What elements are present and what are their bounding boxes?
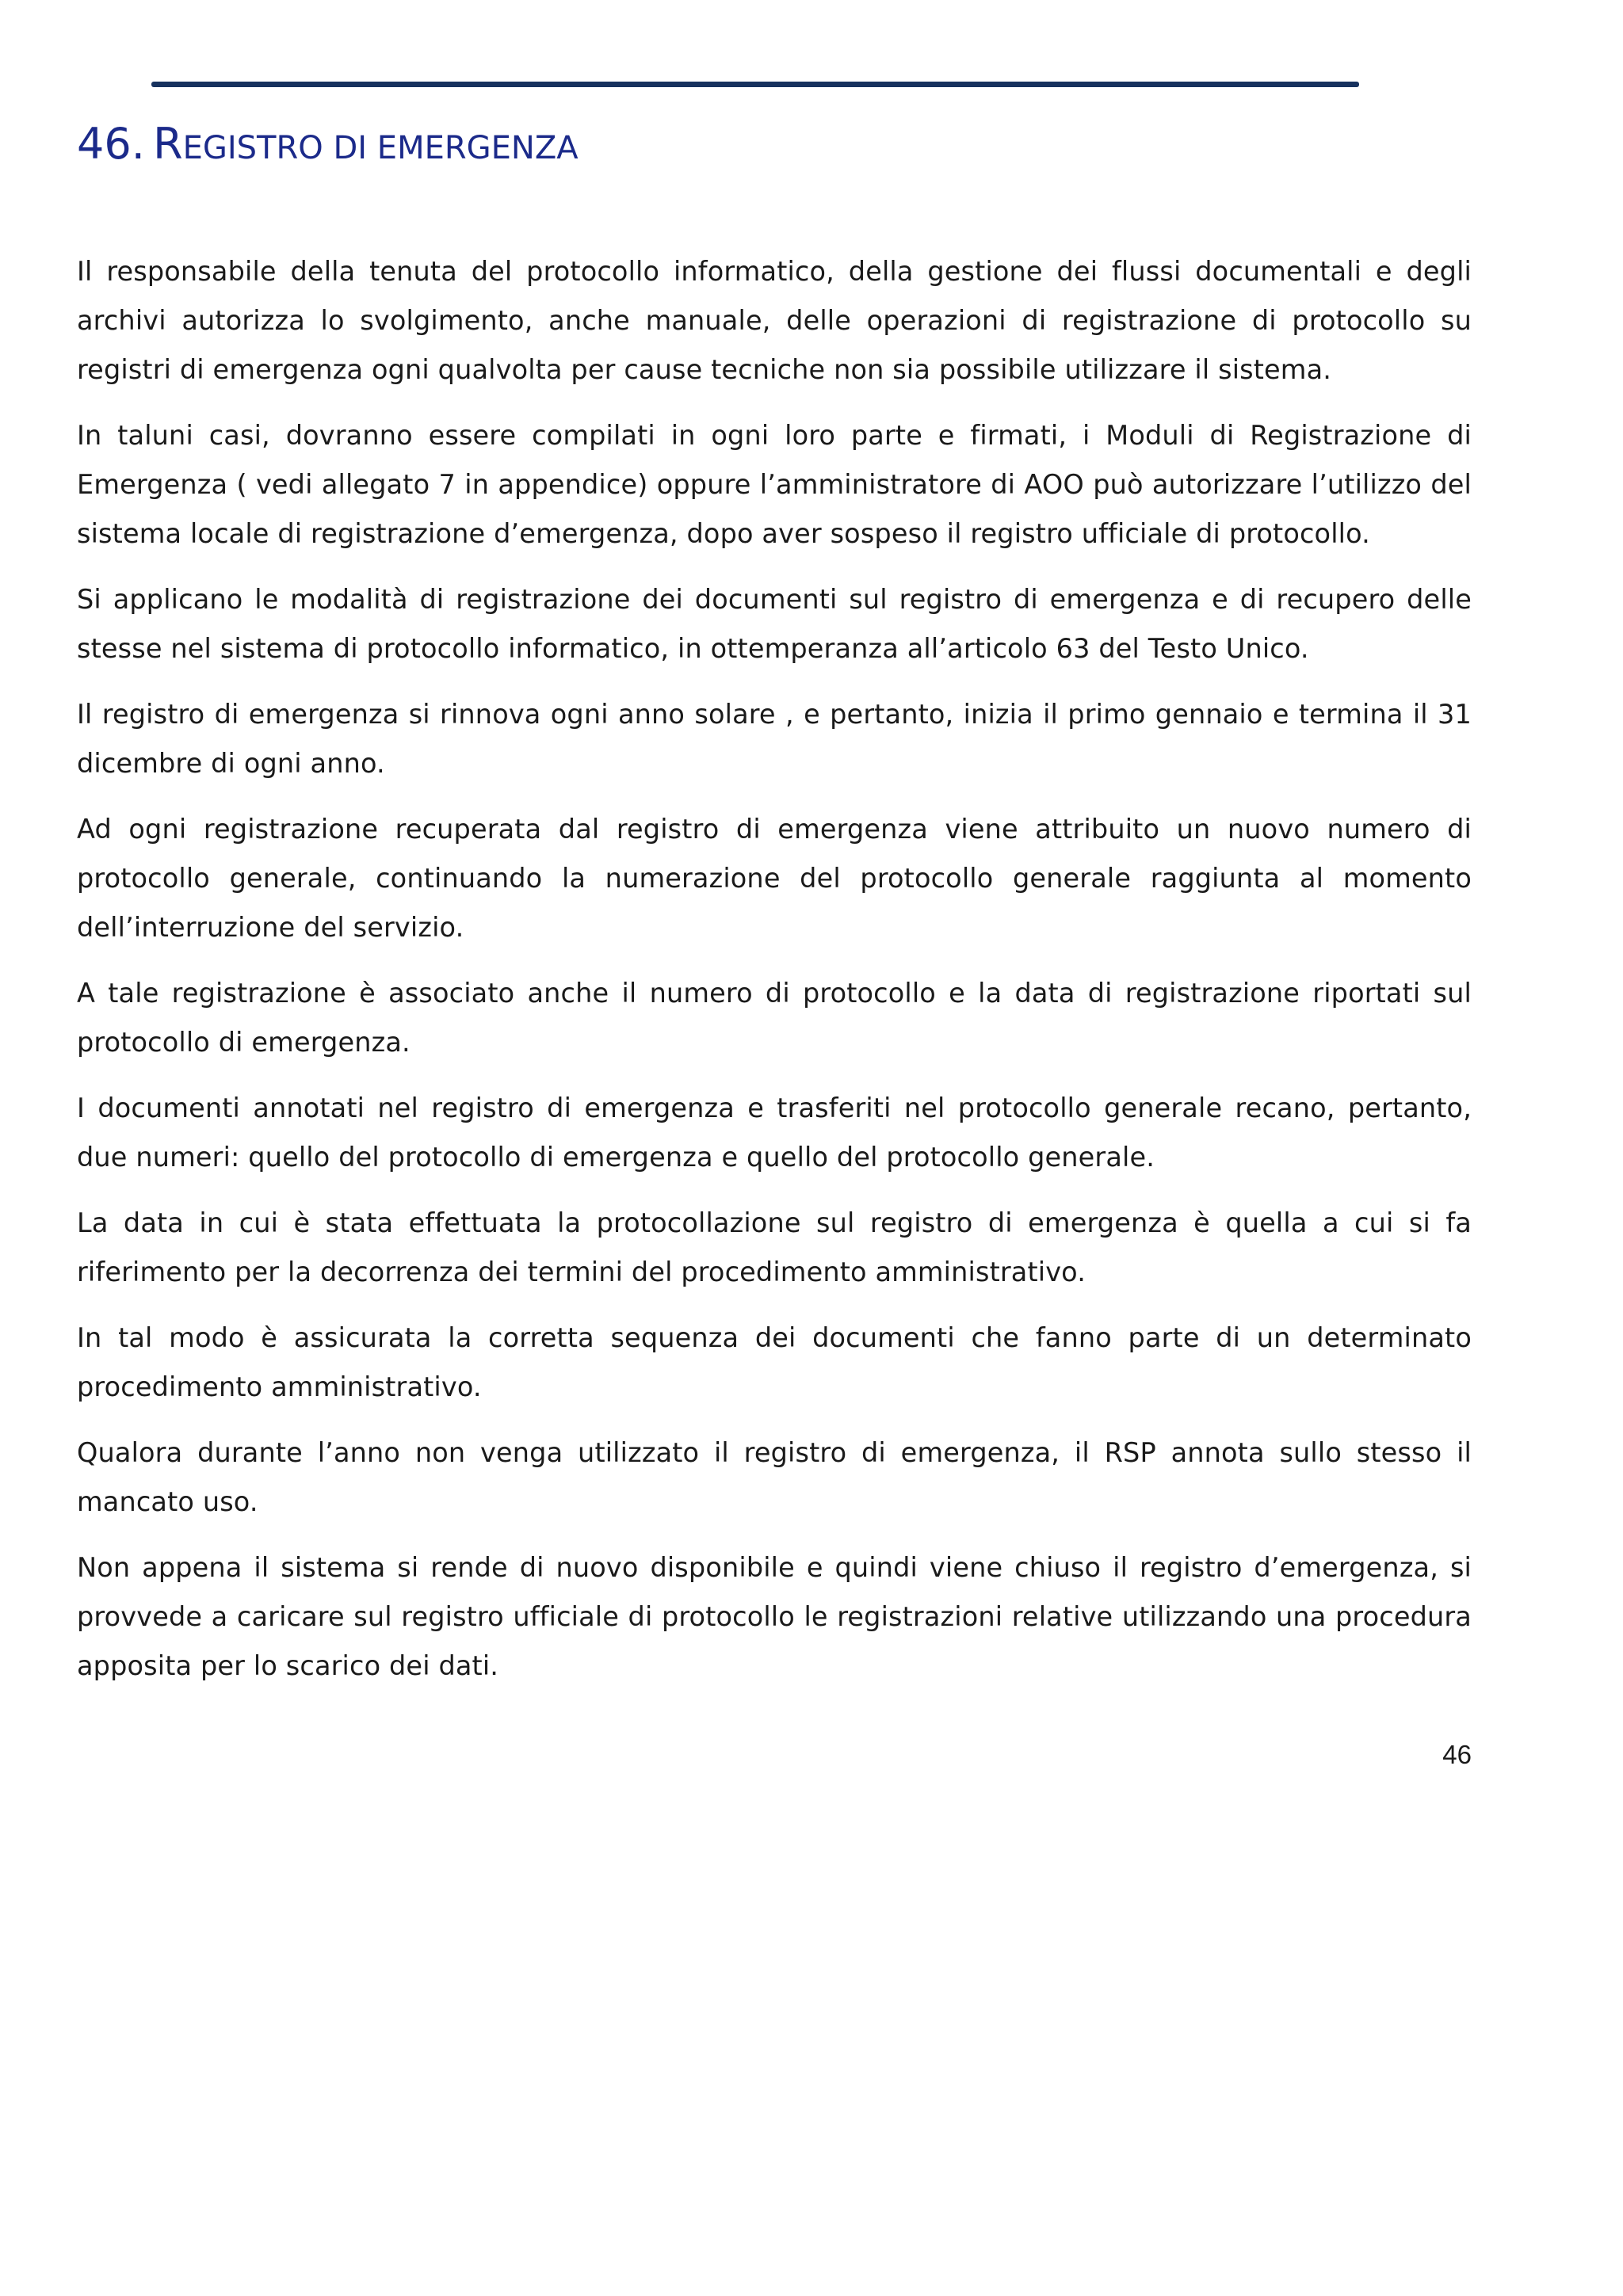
paragraph: La data in cui è stata effettuata la protocollazione sul registro di emergenza è quella a cui si fa riferimento per la decorrenza dei termini del procedimento amministrativo. bbox=[77, 1207, 1472, 1287]
paragraph: In taluni casi, dovranno essere compilati in ogni loro parte e firmati, i Moduli di Registrazione di Emergenza ( vedi allegato 7 in appendice) oppure l’amministratore di AOO può autorizzare l’utilizzo del sistema locale di registrazione d’emergenza, dopo aver sospeso il registro ufficiale di protocollo. bbox=[77, 420, 1472, 549]
page-number: 46 bbox=[1442, 1740, 1472, 1769]
paragraph: Il registro di emergenza si rinnova ogni anno solare , e pertanto, inizia il primo gennaio e termina il 31 dicembre di ogni anno. bbox=[77, 699, 1472, 779]
section-number: 46. bbox=[77, 119, 145, 169]
header-rule bbox=[151, 82, 1359, 87]
paragraph: Non appena il sistema si rende di nuovo disponibile e quindi viene chiuso il registro d’emergenza, si provvede a caricare sul registro ufficiale di protocollo le registrazioni relative utilizzando una procedura apposita per lo scarico dei dati. bbox=[77, 1552, 1472, 1681]
section-title-rest: EGISTRO DI EMERGENZA bbox=[182, 130, 579, 166]
paragraph: I documenti annotati nel registro di emergenza e trasferiti nel protocollo generale recano, pertanto, due numeri: quello del protocollo di emergenza e quello del protocollo generale. bbox=[77, 1093, 1472, 1173]
paragraph: Ad ogni registrazione recuperata dal registro di emergenza viene attribuito un nuovo numero di protocollo generale, continuando la numerazione del protocollo generale raggiunta al momento dell’interruzione del servizio. bbox=[77, 814, 1472, 943]
section-title-initial: R bbox=[153, 119, 183, 169]
paragraph: A tale registrazione è associato anche il numero di protocollo e la data di registrazione riportati sul protocollo di emergenza. bbox=[77, 978, 1472, 1058]
section-heading bbox=[77, 119, 579, 170]
paragraph: In tal modo è assicurata la corretta sequenza dei documenti che fanno parte di un determinato procedimento amministrativo. bbox=[77, 1322, 1472, 1402]
paragraph: Si applicano le modalità di registrazione dei documenti sul registro di emergenza e di recupero delle stesse nel sistema di protocollo informatico, in ottemperanza all’articolo 63 del Testo Unico. bbox=[77, 584, 1472, 664]
body-text bbox=[77, 247, 1472, 1707]
paragraph: Il responsabile della tenuta del protocollo informatico, della gestione dei flussi documentali e degli archivi autorizza lo svolgimento, anche manuale, delle operazioni di registrazione di protocollo su registri di emergenza ogni qualvolta per cause tecniche non sia possibile utilizzare il sistema. bbox=[77, 256, 1472, 385]
paragraph: Qualora durante l’anno non venga utilizzato il registro di emergenza, il RSP annota sullo stesso il mancato uso. bbox=[77, 1437, 1472, 1517]
